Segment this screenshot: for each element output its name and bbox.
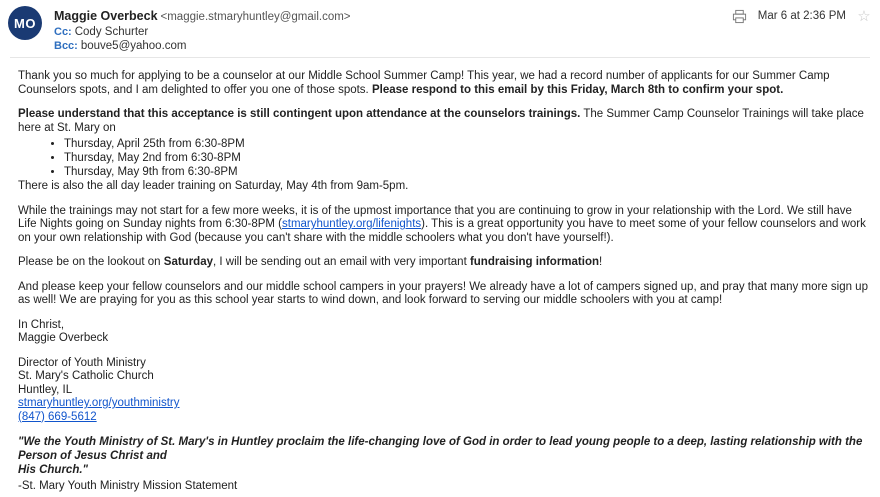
bcc-value[interactable]: bouve5@yahoo.com (80, 40, 187, 52)
list-item: • Thursday, May 9th from 6:30-8PM (64, 165, 868, 179)
signature-title: Director of Youth Ministry (18, 356, 146, 369)
p2-text-b: The Summer Camp Counselor Trainings will take place here at St. Mary on (18, 108, 864, 134)
quote-line-1: "We the Youth Ministry of St. Mary's in Huntley proclaim the life-changing love of God in order to lead young people to a deep, lasting relationship with the Person of Jesus Christ and (18, 436, 863, 462)
p4-text-b: ). This is a great opportunity you have to meet some of your fellow counselors and work on your own relationship with God (because you can't share with the middle schoolers what you don't have yourself!). (18, 218, 866, 244)
cc-line (54, 25, 870, 39)
p1-text-a: Thank you so much for applying to be a counselor at our Middle School Summer Camp! This year, we had a record number of applicants for our Summer Camp Counselors spots, and I am delighted to offer you one of those spots. (18, 70, 830, 96)
email-date: Mar 6 at 2:36 PM (757, 10, 846, 22)
paragraph-3: There is also the all day leader training on Saturday, May 4th from 9am-5pm. (18, 180, 409, 192)
printer-icon[interactable] (732, 8, 748, 24)
avatar: MO (8, 6, 42, 40)
p2-text-bold: Please understand that this acceptance is still contingent upon attendance at the counselors trainings. (18, 108, 581, 120)
closing-block (18, 319, 868, 346)
signature-org: St. Mary's Catholic Church (18, 370, 154, 382)
closing-line-2: Maggie Overbeck (18, 332, 109, 344)
paragraph-5 (18, 256, 868, 270)
header-divider (10, 57, 870, 58)
phone-link[interactable]: (847) 669-5612 (18, 410, 97, 423)
email-header (0, 0, 880, 62)
training-list (18, 137, 868, 179)
p5-text-e: ! (599, 256, 603, 268)
bcc-line (54, 39, 870, 53)
p1-text-bold: Please respond to this email by this Friday, March 8th to confirm your spot. (371, 83, 784, 96)
p5-text-fundraising: fundraising information (469, 256, 600, 268)
email-body (0, 62, 880, 497)
paragraph-2 (18, 108, 868, 135)
header-actions (732, 8, 872, 24)
list-item: • Thursday, April 25th from 6:30-8PM (64, 137, 868, 151)
signature-city: Huntley, IL (18, 383, 73, 396)
p4-text-a: While the trainings may not start for a few more weeks, it is of the upmost importance that you are continuing to grow in your relationship with the Lord. We still have Life Nights going on Sunday nights from 6:30-8PM ( (18, 204, 852, 230)
cc-value[interactable]: Cody Schurter (74, 26, 149, 38)
closing-line-1: In Christ, (18, 318, 65, 331)
sender-email[interactable]: <maggie.stmaryhuntley@gmail.com> (160, 11, 351, 23)
sender-name: Maggie Overbeck (54, 9, 158, 23)
paragraph-6: And please keep your fellow counselors and our middle school campers in your prayers! We already have a lot of campers signed up, and pray that many more sign up as well! We are praying for you as this school year starts to wind down, and look forward to serving our middle schoolers with you at camp! (18, 280, 868, 306)
p5-text-a: Please be on the lookout on (18, 256, 164, 268)
bcc-label: Bcc: (54, 40, 78, 52)
paragraph-4 (18, 205, 868, 246)
list-item: • Thursday, May 2nd from 6:30-8PM (64, 151, 868, 165)
quote-line-2: His Church." (18, 464, 88, 476)
lifenights-link[interactable]: stmaryhuntley.org/lifenights (282, 218, 422, 230)
paragraph-1 (18, 70, 868, 97)
youthministry-link[interactable]: stmaryhuntley.org/youthministry (18, 397, 180, 409)
quote-attribution: -St. Mary Youth Ministry Mission Statement (18, 480, 238, 492)
cc-label: Cc: (54, 26, 72, 38)
mission-statement-quote (18, 435, 868, 493)
star-icon[interactable]: ☆ (857, 7, 871, 25)
p5-text-c: , I will be sending out an email with very important (213, 256, 470, 268)
p5-text-saturday: Saturday (163, 256, 213, 268)
